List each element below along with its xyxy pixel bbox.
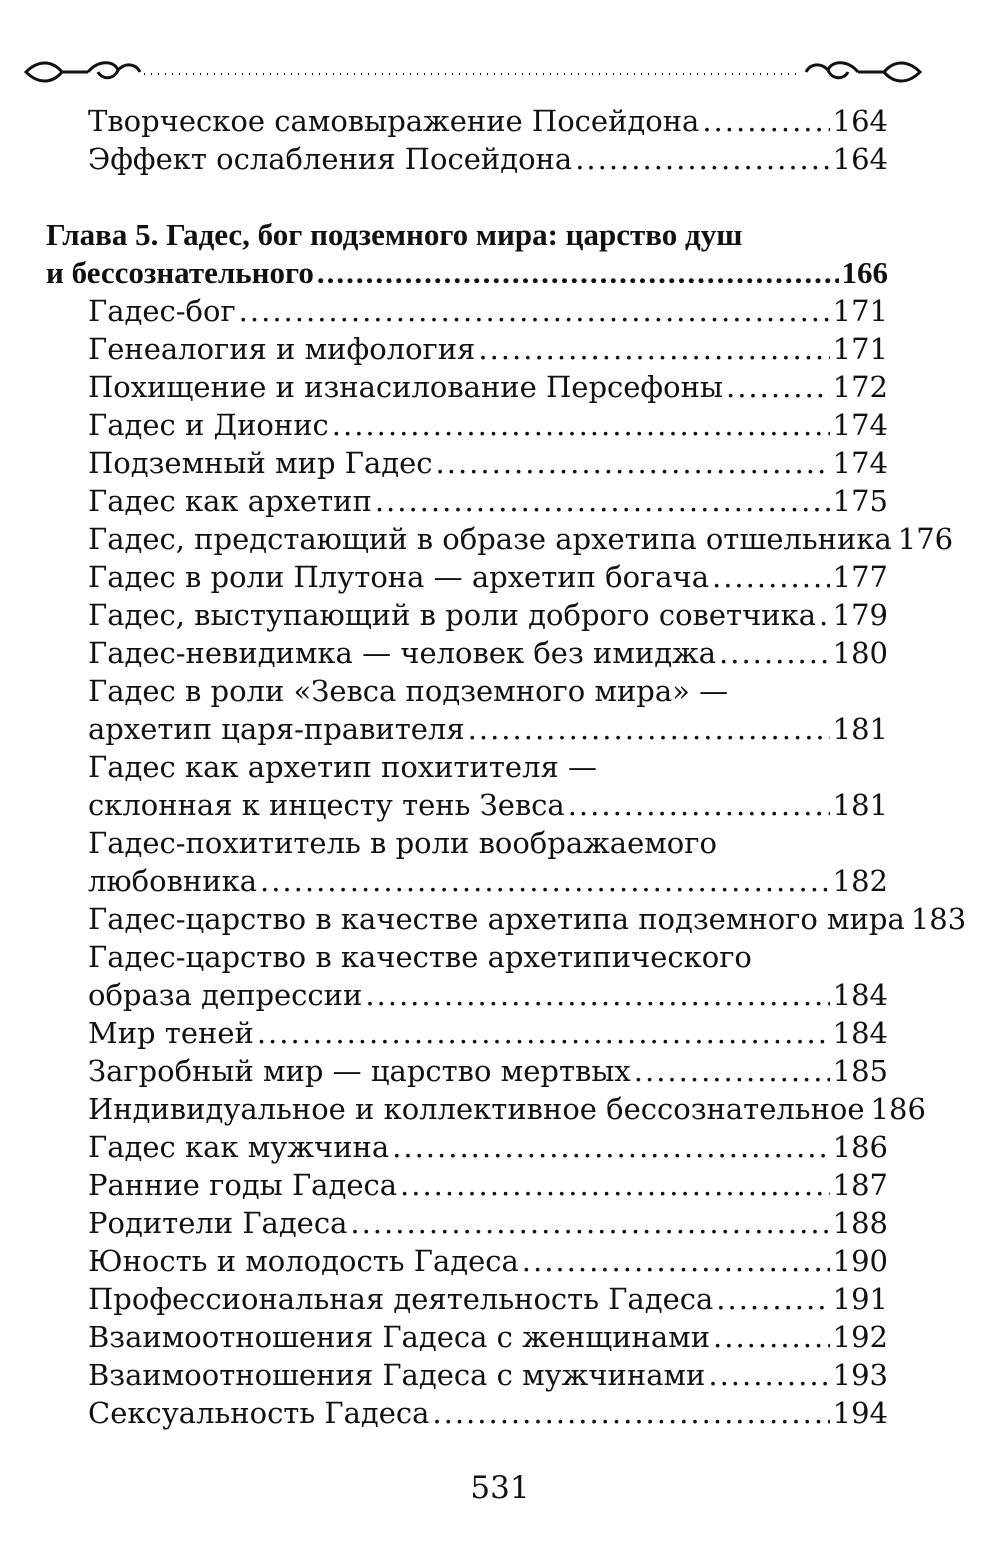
toc-entry-line: Гадес-царство в качестве архетипического xyxy=(88,940,752,974)
toc-entry[interactable]: склонная к инцесту тень Зевса ..... 181 xyxy=(46,786,888,824)
toc-entry[interactable]: Гадес как мужчина ..... 186 xyxy=(46,1128,888,1166)
toc-entry[interactable]: Загробный мир — царство мертвых ..... 185 xyxy=(46,1052,888,1090)
left-flourish-icon xyxy=(26,63,140,81)
toc-entry[interactable]: Творческое самовыражение Посейдона ..... 164 xyxy=(46,102,888,140)
toc-entry-line: Гадес в роли «Зевса подземного мира» — xyxy=(88,674,729,708)
toc-entry[interactable]: Гадес-невидимка — человек без имиджа ..... 180 xyxy=(46,634,888,672)
toc-entry[interactable]: Индивидуальное и коллективное бессознательное 186 xyxy=(88,1092,926,1126)
toc-entry[interactable]: Генеалогия и мифология ..... 171 xyxy=(46,330,888,368)
table-of-contents xyxy=(46,102,967,1432)
toc-entry-line: Гадес-похититель в роли воображаемого xyxy=(88,826,717,860)
toc-entry[interactable]: Мир теней ..... 184 xyxy=(46,1014,888,1052)
toc-entry[interactable]: Взаимоотношения Гадеса с женщинами ..... 192 xyxy=(46,1318,888,1356)
chapter-entry[interactable]: и бессознательного ..... 166 xyxy=(46,254,888,292)
toc-entry[interactable]: Гадес, предстающий в образе архетипа отшельника 176 xyxy=(88,522,954,556)
toc-entry[interactable]: Сексуальность Гадеса ..... 194 xyxy=(46,1394,888,1432)
toc-entry[interactable]: Гадес, выступающий в роли доброго советчика ..... 179 xyxy=(46,596,888,634)
chapter-title: Глава 5. Гадес, бог подземного мира: царство душ xyxy=(46,217,743,252)
toc-entry[interactable]: Гадес и Дионис ..... 174 xyxy=(46,406,888,444)
toc-entry[interactable]: любовника ..... 182 xyxy=(46,862,888,900)
header-ornament-rule xyxy=(18,52,928,92)
toc-entry[interactable]: Взаимоотношения Гадеса с мужчинами ..... 193 xyxy=(46,1356,888,1394)
toc-entry[interactable]: Гадес в роли Плутона — архетип богача ..... 177 xyxy=(46,558,888,596)
right-flourish-icon xyxy=(806,63,920,81)
toc-entry[interactable]: Эффект ослабления Посейдона ..... 164 xyxy=(46,140,888,178)
page-number: 531 xyxy=(470,1470,530,1506)
toc-entry[interactable]: Похищение и изнасилование Персефоны ..... 172 xyxy=(46,368,888,406)
toc-entry[interactable]: Гадес как архетип ..... 175 xyxy=(46,482,888,520)
toc-entry[interactable]: Гадес-бог ..... 171 xyxy=(46,292,888,330)
toc-entry[interactable]: образа депрессии ..... 184 xyxy=(46,976,888,1014)
toc-entry[interactable]: архетип царя-правителя ..... 181 xyxy=(46,710,888,748)
toc-entry[interactable]: Юность и молодость Гадеса ..... 190 xyxy=(46,1242,888,1280)
toc-entry[interactable]: Профессиональная деятельность Гадеса ..... 191 xyxy=(46,1280,888,1318)
toc-entry[interactable]: Ранние годы Гадеса ..... 187 xyxy=(46,1166,888,1204)
toc-entry[interactable]: Гадес-царство в качестве архетипа подземного мира 183 xyxy=(88,902,967,936)
toc-entry[interactable]: Родители Гадеса ..... 188 xyxy=(46,1204,888,1242)
toc-entry-line: Гадес как архетип похитителя — xyxy=(88,750,598,784)
toc-entry[interactable]: Подземный мир Гадес ..... 174 xyxy=(46,444,888,482)
